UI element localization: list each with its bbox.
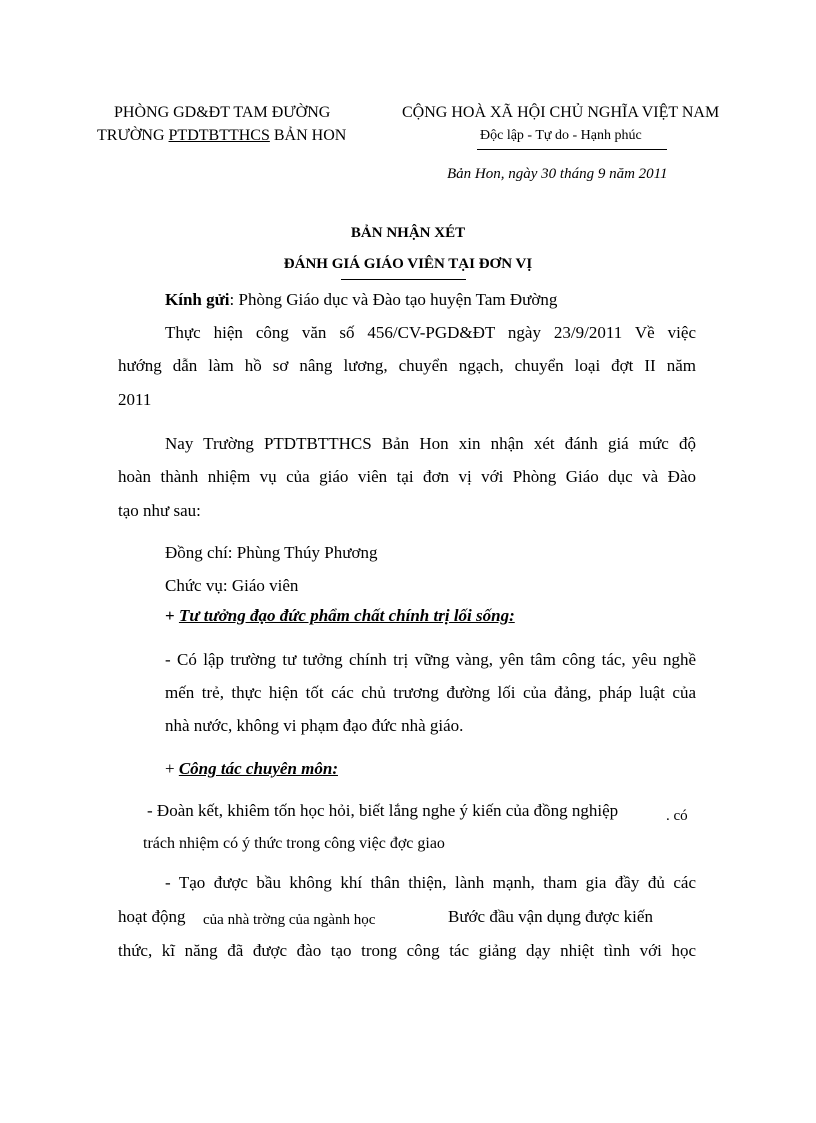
school-name <box>97 127 346 145</box>
section1-line2: mến trẻ, thực hiện tốt các chủ trương đường lối của đảng, pháp luật của <box>165 683 696 702</box>
section2-line1-tail: . có <box>666 808 688 824</box>
school-prefix: TRƯỜNG <box>97 127 169 144</box>
position: Chức vụ: Giáo viên <box>165 576 299 595</box>
section2-plus: + <box>165 759 179 778</box>
section1-line3: nhà nước, không vi phạm đạo đức nhà giáo. <box>165 716 464 735</box>
para2-line3: tạo như sau: <box>118 501 201 520</box>
document-subtitle: ĐÁNH GIÁ GIÁO VIÊN TẠI ĐƠN VỊ <box>283 256 533 272</box>
department-name: PHÒNG GD&ĐT TAM ĐƯỜNG <box>114 104 331 121</box>
date-line: Bản Hon, ngày 30 tháng 9 năm 2011 <box>447 166 668 182</box>
section1-plus: + <box>165 606 179 625</box>
section2-line4-middle: của nhà trờng của ngành học <box>203 912 376 928</box>
para1-line2: hướng dẫn làm hồ sơ nâng lương, chuyển ngạch, chuyển loại đợt II năm <box>118 356 696 375</box>
para2-line1: Nay Trường PTDTBTTHCS Bản Hon xin nhận xét đánh giá mức độ <box>165 434 696 453</box>
section1-line1: - Có lập trường tư tưởng chính trị vững vàng, yên tâm công tác, yêu nghề <box>165 650 696 669</box>
nation-name: CỘNG HOÀ XÃ HỘI CHỦ NGHĨA VIỆT NAM <box>402 104 720 121</box>
section1-heading-line <box>165 606 515 626</box>
para1-line1: Thực hiện công văn số 456/CV-PGD&ĐT ngày 23/9/2011 Về việc <box>165 323 696 342</box>
section2-line1: - Đoàn kết, khiêm tốn học hỏi, biết lắng nghe ý kiến của đồng nghiệp <box>147 801 619 820</box>
para2-line2: hoàn thành nhiệm vụ của giáo viên tại đơn vị với Phòng Giáo dục và Đào <box>118 467 696 486</box>
section2-heading: Công tác chuyên môn: <box>178 759 338 778</box>
school-suffix: BẢN HON <box>269 127 347 144</box>
document-title: BẢN NHẬN XÉT <box>350 225 466 241</box>
nation-motto: Độc lập - Tự do - Hạnh phúc <box>480 128 642 143</box>
section2-heading-line <box>165 759 338 779</box>
section2-line5: thức, kĩ năng đã được đào tạo trong công tác giảng dạy nhiệt tình với học <box>118 941 696 960</box>
para1-line3: 2011 <box>118 390 152 409</box>
recipient-label: Kính gửi <box>165 290 230 309</box>
section2-line3: - Tạo được bầu không khí thân thiện, lành mạnh, tham gia đầy đủ các <box>165 873 696 892</box>
section2-line4-end: Bước đầu vận dụng được kiến <box>448 907 653 926</box>
section2-line4-start: hoạt động <box>118 907 186 926</box>
section2-line2: trách nhiệm có ý thức trong công việc đợc giao <box>143 835 445 852</box>
title-underline <box>341 279 466 280</box>
recipient-text: : Phòng Giáo dục và Đào tạo huyện Tam Đường <box>229 290 558 309</box>
section1-heading: Tư tưởng đạo đức phẩm chất chính trị lối sống: <box>178 606 515 625</box>
comrade-name: Đồng chí: Phùng Thúy Phương <box>165 543 378 562</box>
school-code: PTDTBTTHCS <box>168 127 270 144</box>
motto-underline <box>477 149 667 150</box>
recipient-line <box>165 290 557 310</box>
